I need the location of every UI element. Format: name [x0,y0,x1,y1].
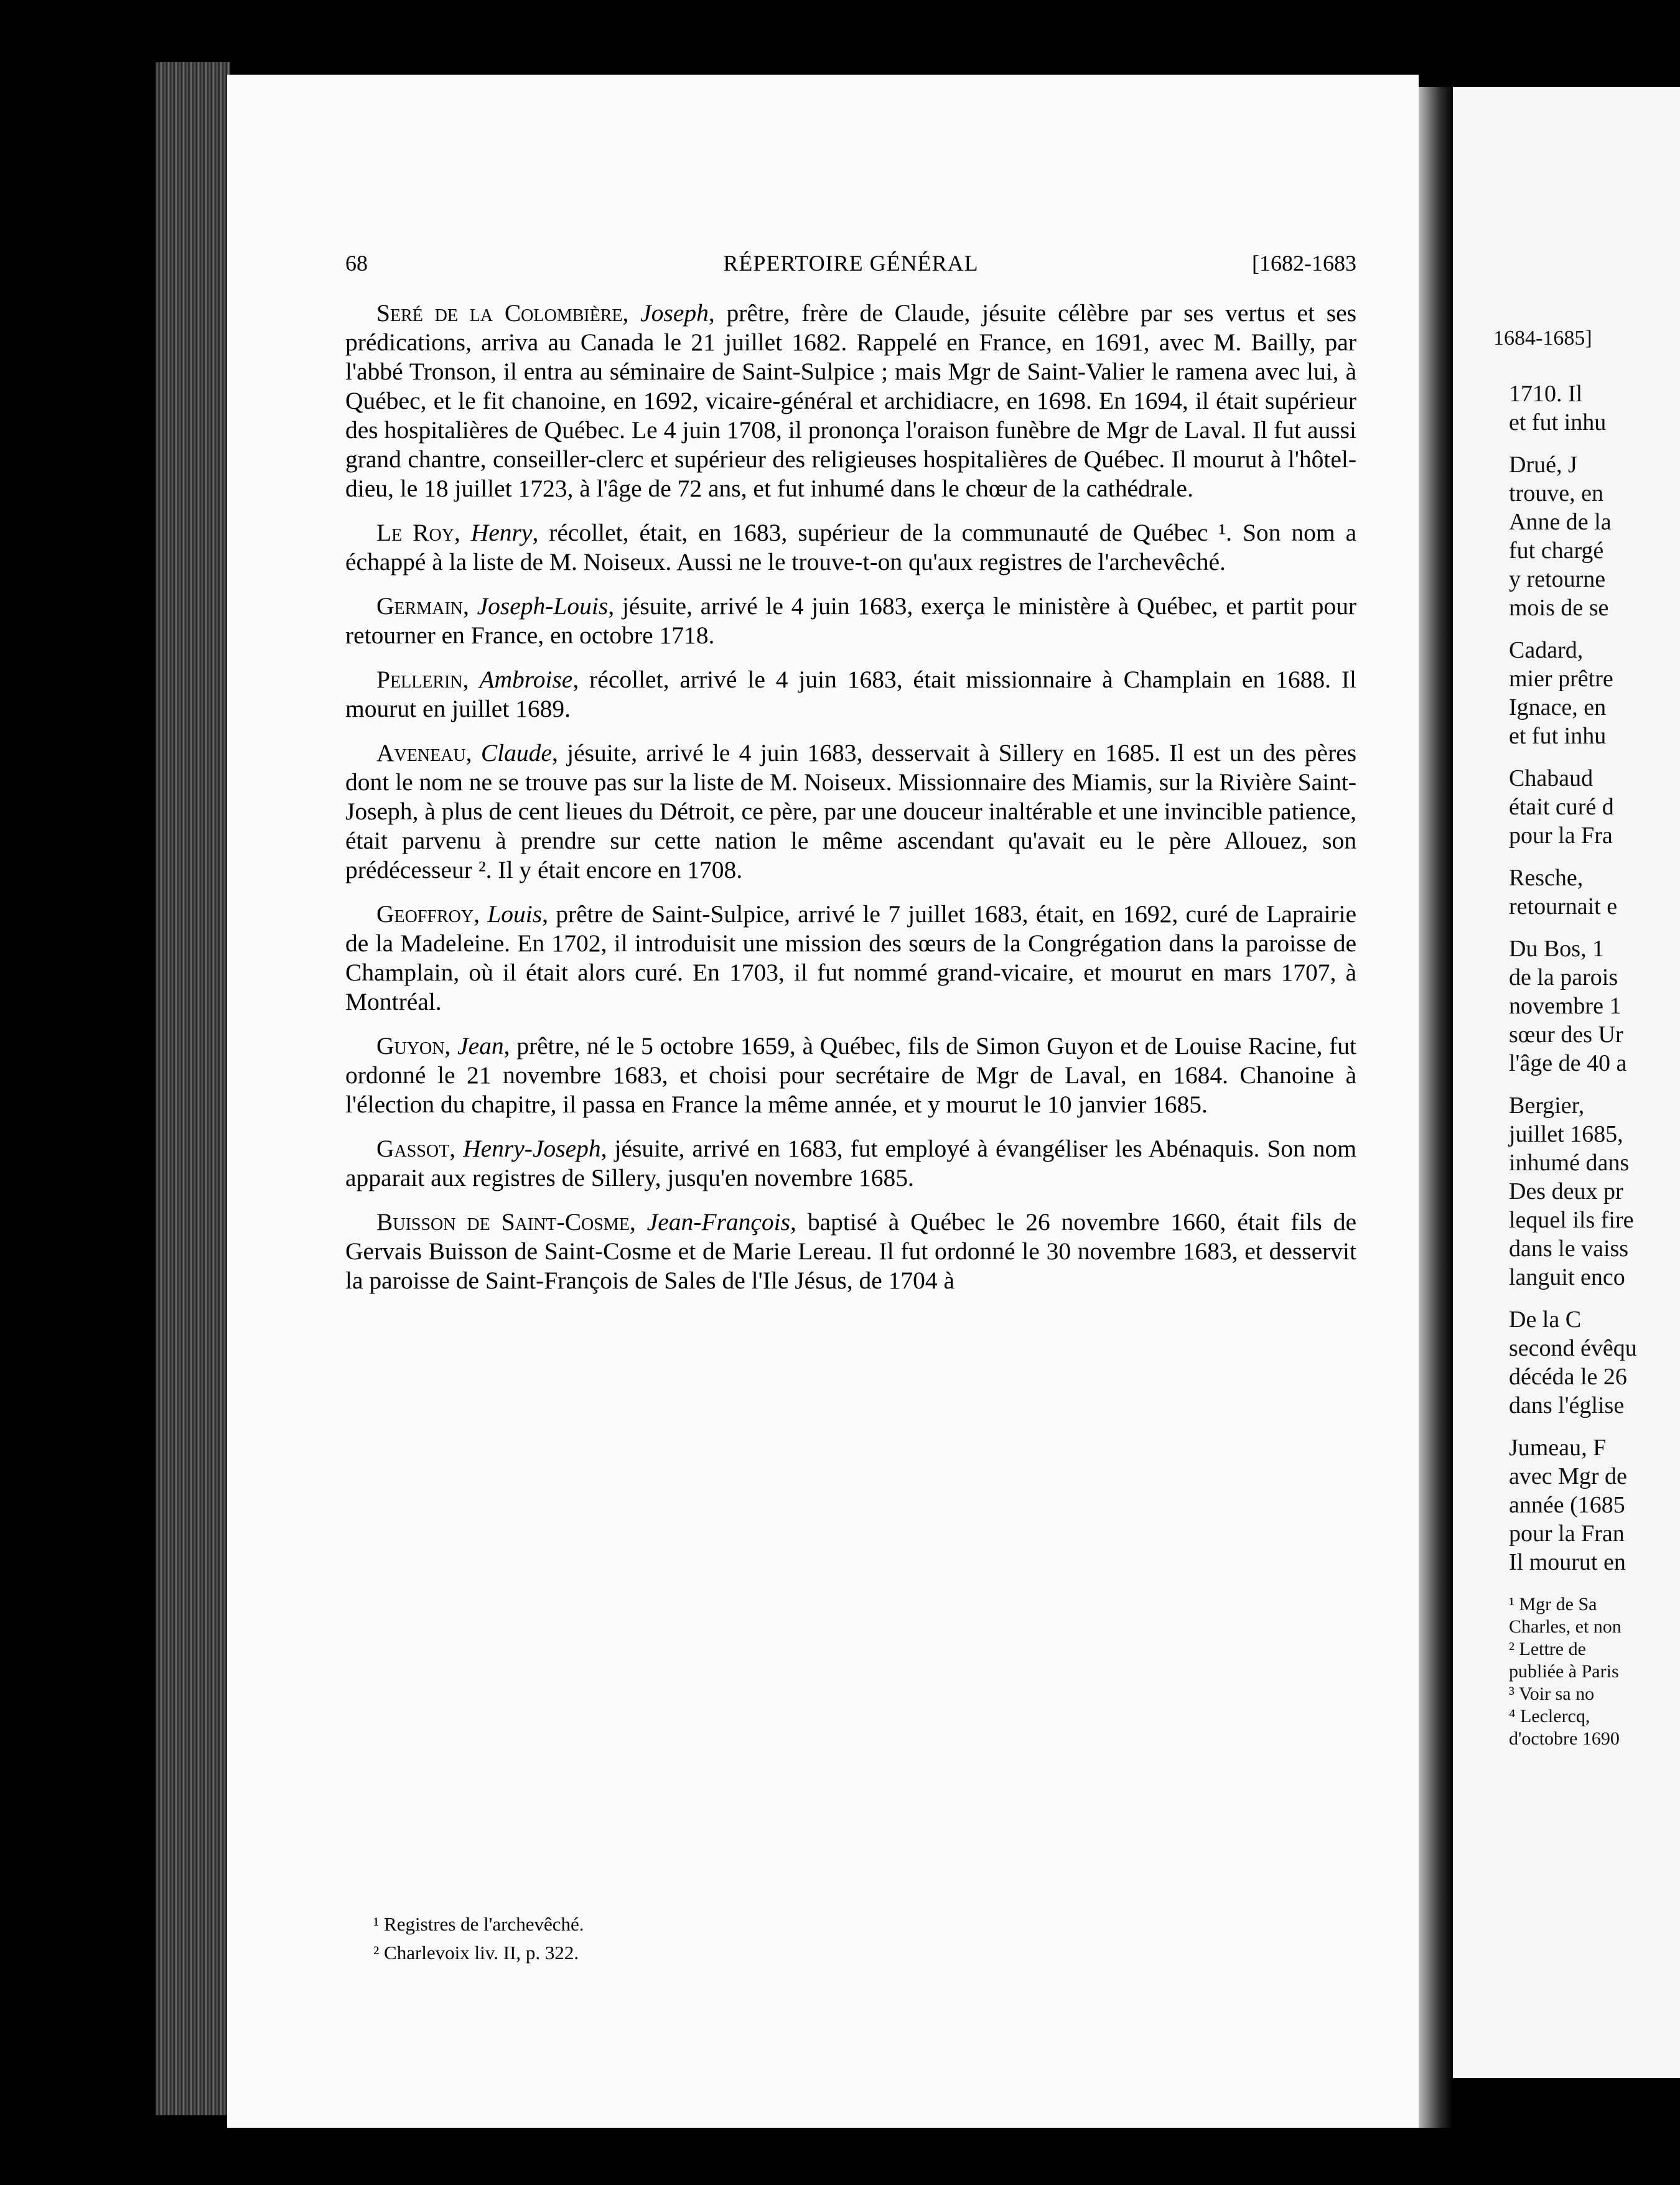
right-text-line: Chabaud [1509,765,1594,791]
page-edge-stack [156,62,230,2115]
entry: Aveneau, Claude, jésuite, arrivé le 4 juin 1683, desservait à Sillery en 1685. Il est un des pères dont le nom ne se trouve pas sur la liste de M. Noiseux. Missionnaire des Miamis, sur la Rivière Saint-Joseph, à plus de cent lieues du Détroit, ce père, par une douceur inaltérable et une invincible patience, était parvenu à prendre sur cette nation le même ascendant qu'avait eu le père Allouez, son prédécesseur ². Il y était encore en 1708. [345,739,1357,883]
right-text-line: et fut inhu [1509,723,1607,749]
right-text-line: novembre 1 [1509,993,1622,1019]
entry: Seré de la Colombière, Joseph, prêtre, frère de Claude, jésuite célèbre par ses vertus et ses prédications, arriva au Canada le 21 juillet 1682. Rappelé en France, en 1691, avec M. Bailly, par l'abbé Tronson, il entra au séminaire de Saint-Sulpice ; mais Mgr de Saint-Valier le ramena avec lui, à Québec, et le fit chanoine, en 1692, vicaire-général et archidiacre, en 1698. En 1694, il était supérieur des hospitalières de Québec. Le 4 juin 1708, il prononça l'oraison funèbre de Mgr de Laval. Il fut aussi grand chantre, conseiller-clerc et supérieur des religieuses hospitalières de Québec. Il mourut à l'hôtel-dieu, le 18 juillet 1723, à l'âge de 72 ans, et fut inhumé dans le chœur de la cathédrale. [345,299,1356,502]
entry-name: Buisson de Saint-Cosme [376,1208,630,1236]
right-text-line [1509,622,1680,636]
book-gutter [1419,87,1453,2128]
entry-name: Germain [376,592,463,620]
page-number: 68 [345,251,368,276]
right-text-line [1509,850,1680,864]
footnotes [373,1910,1244,1967]
right-text-line: pour la Fra [1509,822,1613,849]
running-title: RÉPERTOIRE GÉNÉRAL [723,251,979,276]
entry-name: Pellerin [376,666,463,693]
right-text-line: décéda le 26 [1509,1364,1627,1390]
right-text-line: fut chargé [1509,538,1604,564]
right-text-line: l'âge de 40 a [1509,1050,1627,1076]
entry-given-name: Joseph [640,299,709,327]
footnote: ¹ Registres de l'archevêché. [373,1913,584,1935]
entry-text: , récollet, était, en 1683, supérieur de la communauté de Québec ¹. Son nom a échappé à la liste de M. Noiseux. Aussi ne le trouve-t-on qu'aux registres de l'archevêché. [345,519,1357,575]
right-text-line: languit enco [1509,1264,1625,1290]
date-range: [1682-1683 [1252,251,1356,276]
right-footnote-line: ² Lettre de [1509,1639,1586,1659]
entries-list [345,299,1356,1310]
entry: Pellerin, Ambroise, récollet, arrivé le 4 juin 1683, était missionnaire à Champlain en 1688. Il mourut en juillet 1689. [345,666,1357,722]
right-text-line: mois de se [1509,595,1609,621]
right-text-line: pour la Fran [1509,1521,1625,1547]
entry-text: , jésuite, arrivé en 1683, fut employé à évangéliser les Abénaquis. Son nom apparait aux registres de Sillery, jusqu'en novembre 1685. [345,1135,1356,1191]
right-text-line: mier prêtre [1509,666,1613,692]
right-text-lines [1509,380,1680,1747]
right-text-line: Cadard, [1509,637,1584,663]
right-page-fragment [1453,87,1680,2078]
entry-name: Le Roy [376,519,454,546]
entry-text: , prêtre de Saint-Sulpice, arrivé le 7 juillet 1683, était, en 1692, curé de Laprairie de la Madeleine. En 1702, il introduisit une mission des sœurs de la Congrégation dans la paroisse de Champlain, où il était alors curé. En 1703, il fut nommé grand-vicaire, et mourut en mars 1707, à Montréal. [345,900,1357,1015]
entry-given-name: Henry-Joseph [463,1135,601,1162]
entry-given-name: Jean-François [646,1208,791,1236]
entry-given-name: Joseph-Louis [477,592,609,620]
right-text-line: retournait e [1509,893,1618,920]
entry-text: , jésuite, arrivé le 4 juin 1683, exerça le ministère à Québec, et partit pour retourner en France, en octobre 1718. [345,592,1357,649]
right-footnote-line: ³ Voir sa no [1509,1684,1595,1704]
right-text-line [1509,921,1680,934]
right-text-line: sœur des Ur [1509,1022,1623,1048]
entry: Gassot, Henry-Joseph, jésuite, arrivé en 1683, fut employé à évangéliser les Abénaquis. Son nom apparait aux registres de Sillery, jusqu'en novembre 1685. [345,1135,1356,1191]
right-text-line: Resche, [1509,865,1584,891]
entry-text: , prêtre, né le 5 octobre 1659, à Québec, fils de Simon Guyon et de Louise Racine, fut ordonné le 21 novembre 1683, et choisi pour secrétaire de Mgr de Laval, en 1684. Chanoine à l'élection du chapitre, il passa en France la même année, et y mourut le 10 janvier 1685. [345,1032,1356,1118]
right-text-line [1509,1078,1680,1091]
entry: Le Roy, Henry, récollet, était, en 1683, supérieur de la communauté de Québec ¹. Son nom a échappé à la liste de M. Noiseux. Aussi ne le trouve-t-on qu'aux registres de l'archevêché. [345,519,1357,575]
right-footnote-line: ¹ Mgr de Sa [1509,1594,1597,1614]
entry-given-name: Ambroise [479,666,573,693]
right-text-line: et fut inhu [1509,409,1607,436]
right-running-head: 1684-1685] [1493,327,1592,350]
entry-name: Geoffroy [376,900,474,928]
right-text-line: second évêqu [1509,1335,1637,1361]
right-text-line: était curé d [1509,794,1614,820]
right-text-line: Ignace, en [1509,694,1607,720]
entry-name: Gassot [376,1135,450,1162]
entry-name: Guyon [376,1032,445,1060]
entry-name: Aveneau [376,739,466,766]
right-footnote-line: d'octobre 1690 [1509,1728,1620,1749]
right-text-line: De la C [1509,1307,1582,1333]
right-footnote-line: Charles, et non [1509,1616,1622,1637]
right-text-line: de la parois [1509,964,1618,990]
right-text-line: Du Bos, 1 [1509,936,1605,962]
entry-given-name: Louis [487,900,543,928]
entry-name: Seré de la Colombière [376,299,623,327]
spacer [1509,1577,1680,1590]
right-text-line: année (1685 [1509,1492,1625,1518]
right-text-line [1509,1292,1680,1305]
running-head [345,250,1356,287]
right-text-line: Drué, J [1509,452,1577,478]
footnote: ² Charlevoix liv. II, p. 322. [373,1942,579,1964]
entry-text: , récollet, arrivé le 4 juin 1683, était missionnaire à Champlain en 1688. Il mourut en juillet 1689. [345,666,1357,722]
right-text-line: inhumé dans [1509,1150,1630,1176]
entry-text: , jésuite, arrivé le 4 juin 1683, desservait à Sillery en 1685. Il est un des pères dont le nom ne se trouve pas sur la liste de M. Noiseux. Missionnaire des Miamis, sur la Rivière Saint-Joseph, à plus de cent lieues du Détroit, ce père, par une douceur inaltérable et une invincible patience, était parvenu à prendre sur cette nation le même ascendant qu'avait eu le père Allouez, son prédécesseur ². Il y était encore en 1708. [345,739,1357,883]
right-text-line: trouve, en [1509,480,1603,506]
right-text-line: avec Mgr de [1509,1463,1627,1489]
right-text-line [1509,437,1680,450]
entry-text: , baptisé à Québec le 26 novembre 1660, était fils de Gervais Buisson de Saint-Cosme et de Marie Lereau. Il fut ordonné le 30 novembre 1683, et desservit la paroisse de Saint-François de Sales de l'Ile Jésus, de 1704 à [345,1208,1357,1294]
right-text-line: lequel ils fire [1509,1207,1634,1233]
entry: Buisson de Saint-Cosme, Jean-François, baptisé à Québec le 26 novembre 1660, était fils de Gervais Buisson de Saint-Cosme et de Marie Lereau. Il fut ordonné le 30 novembre 1683, et desservit la paroisse de Saint-François de Sales de l'Ile Jésus, de 1704 à [345,1208,1357,1294]
right-text-line [1509,1420,1680,1433]
right-text-line: Il mourut en [1509,1549,1626,1575]
entry-given-name: Claude [480,739,552,766]
right-text-line: y retourne [1509,566,1606,592]
entry: Guyon, Jean, prêtre, né le 5 octobre 1659, à Québec, fils de Simon Guyon et de Louise Racine, fut ordonné le 21 novembre 1683, et choisi pour secrétaire de Mgr de Laval, en 1684. Chanoine à l'élection du chapitre, il passa en France la même année, et y mourut le 10 janvier 1685. [345,1032,1356,1118]
right-footnote-line: ⁴ Leclercq, [1509,1706,1590,1726]
right-text-line: juillet 1685, [1509,1121,1623,1147]
right-footnote-line: publiée à Paris [1509,1661,1619,1682]
right-text-line: Jumeau, F [1509,1435,1607,1461]
entry: Geoffroy, Louis, prêtre de Saint-Sulpice, arrivé le 7 juillet 1683, était, en 1692, curé de Laprairie de la Madeleine. En 1702, il introduisit une mission des sœurs de la Congrégation dans la paroisse de Champlain, où il était alors curé. En 1703, il fut nommé grand-vicaire, et mourut en mars 1707, à Montréal. [345,900,1357,1015]
entry-given-name: Jean [457,1032,504,1060]
right-text-line: Bergier, [1509,1092,1585,1119]
right-text-line [1509,750,1680,764]
right-text-line: Des deux pr [1509,1178,1623,1204]
right-text-line: dans le vaiss [1509,1236,1629,1262]
entry: Germain, Joseph-Louis, jésuite, arrivé le 4 juin 1683, exerça le ministère à Québec, et partit pour retourner en France, en octobre 1718. [345,592,1357,649]
right-text-line: Anne de la [1509,509,1612,535]
right-text-line: dans l'église [1509,1392,1625,1419]
right-text-line: 1710. Il [1509,381,1583,407]
entry-given-name: Henry [470,519,533,546]
entry-text: , prêtre, frère de Claude, jésuite célèbre par ses vertus et ses prédications, arriva au Canada le 21 juillet 1682. Rappelé en France, en 1691, avec M. Bailly, par l'abbé Tronson, il entra au séminaire de Saint-Sulpice ; mais Mgr de Saint-Valier le ramena avec lui, à Québec, et le fit chanoine, en 1692, vicaire-général et archidiacre, en 1698. En 1694, il était supérieur des hospitalières de Québec. Le 4 juin 1708, il prononça l'oraison funèbre de Mgr de Laval. Il fut aussi grand chantre, conseiller-clerc et supérieur des religieuses hospitalières de Québec. Il mourut à l'hôtel-dieu, le 18 juillet 1723, à l'âge de 72 ans, et fut inhumé dans le chœur de la cathédrale. [345,299,1356,502]
